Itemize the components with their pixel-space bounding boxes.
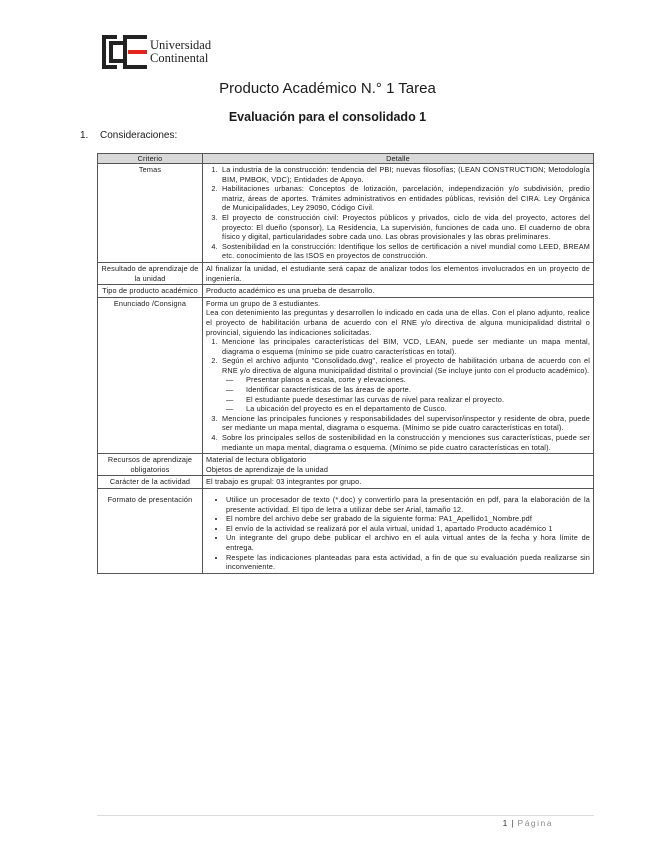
section-number: 1. <box>80 130 89 141</box>
detail-recursos <box>203 454 594 476</box>
formato-item: • El envío de la actividad se realizará por el aula virtual, unidad 1, apartado Producto académico 1 <box>226 524 590 534</box>
label-enunciado: Enunciado /Consigna <box>98 297 203 454</box>
header-detalle: Detalle <box>203 154 594 164</box>
label-resultado: Resultado de aprendizaje de la unidad <box>98 262 203 284</box>
detail-formato <box>203 489 594 574</box>
logo-line-1: Universidad <box>150 38 212 52</box>
label-temas: Temas <box>98 164 203 263</box>
formato-item: • El nombre del archivo debe ser grabado de la siguiente forma: PA1_Apellido1_Nombre.pdf <box>226 514 590 524</box>
temas-item: 3. El proyecto de construcción civil: Proyectos públicos y privados, ciclo de vida del proyecto, actores del proyecto: El dueño (sponsor), La Residencia, La supervisión, funciones de cada uno. El cuaderno de obra físico y digital, particularidades sobre cada uno. Las obras provisionales y las obras preliminares. <box>220 213 590 242</box>
page-footer <box>503 818 553 828</box>
table-header-row <box>98 154 594 164</box>
enunciado-item-4: 4. Sobre los principales sellos de sostenibilidad en la construcción y menciones sus características, puede ser mediante un mapa mental, diagrama o esquema. (Mínimo se pide cuatro características en total). <box>220 433 590 452</box>
detail-temas <box>203 164 594 263</box>
footer-divider <box>97 815 594 816</box>
row-recursos <box>98 454 594 476</box>
enunciado-subitem: — La ubicación del proyecto es en el departamento de Cusco. <box>244 404 590 414</box>
page-title: Producto Académico N.° 1 Tarea <box>219 80 436 97</box>
temas-item: 4. Sostenibilidad en la construcción: Identifique los sellos de certificación a nivel mundial como LEED, BREAM etc. conocimiento de las ISOS en proyectos de construcción. <box>220 242 590 261</box>
detail-tipo: Producto académico es una prueba de desarrollo. <box>203 285 594 298</box>
section-heading <box>80 130 177 141</box>
enunciado-intro-1: Forma un grupo de 3 estudiantes. <box>206 298 321 308</box>
recursos-line-2: Objetos de aprendizaje de la unidad <box>206 464 329 474</box>
formato-item: • Un integrante del grupo debe publicar el archivo en el aula virtual antes de la fecha y hora límite de entrega. <box>226 533 590 552</box>
page-subtitle: Evaluación para el consolidado 1 <box>228 110 427 124</box>
label-formato: Formato de presentación <box>98 489 203 574</box>
label-tipo: Tipo de producto académico <box>98 285 203 298</box>
footer-separator: | <box>511 818 514 828</box>
enunciado-subitem: — Presentar planos a escala, corte y elevaciones. <box>244 375 590 385</box>
temas-item: 1. La industria de la construcción: tendencia del PBI; nuevas filosofías; (LEAN CONSTRUCTION; Metodología BIM, PMBOK, VDC); Entidades de Apoyo. <box>220 165 590 184</box>
formato-item: • Utilice un procesador de texto (*.doc) y convertirlo para la presentación en pdf, para la elaboración de la presente actividad. El tipo de letra a utilizar debe ser Arial, tamaño 12. <box>226 495 590 514</box>
section-label: Consideraciones: <box>100 130 178 141</box>
row-enunciado <box>98 297 594 454</box>
detail-resultado: Al finalizar la unidad, el estudiante será capaz de analizar todos los elementos involucrados en un proyecto de ingeniería. <box>203 262 594 284</box>
temas-item: 2. Habilitaciones urbanas: Conceptos de lotización, parcelación, independización y/o subdivisión, predio matriz, áreas de aportes. Trámites administrativos en entidades públicas, revisión del CIRA. Ley Orgánica de Municipalidades, Ley 29090, Código Civil. <box>220 184 590 213</box>
enunciado-subitem: — El estudiante puede desestimar las curvas de nivel para realizar el proyecto. <box>244 395 590 405</box>
enunciado-item-3: 3. Mencione las principales funciones y responsabilidades del supervisor/inspector y residente de obra, puede ser mediante un mapa mental, diagrama o esquema. (Mínimo se pide cuatro características en total). <box>220 414 590 433</box>
enunciado-item-2 <box>220 356 590 414</box>
row-caracter <box>98 476 594 489</box>
row-temas <box>98 164 594 263</box>
label-caracter: Carácter de la actividad <box>98 476 203 489</box>
enunciado-item-2-text: Según el archivo adjunto "Consolidado.dwg", realice el proyecto de habilitación urbana de acuerdo con el RNE y/o directiva de alguna municipalidad distrital o provincial (Se incluye junto con el producto académico). <box>222 356 590 375</box>
row-tipo <box>98 285 594 298</box>
recursos-line-1: Material de lectura obligatorio <box>206 455 307 465</box>
enunciado-subitem: — Identificar características de las áreas de aporte. <box>244 385 590 395</box>
page-label: Página <box>517 818 553 828</box>
detail-enunciado <box>203 297 594 454</box>
enunciado-item-1: 1. Mencione las principales características del BIM, VCD, LEAN, puede ser mediante un mapa mental, diagrama o esquema (mínimo se pide cuatro características en total). <box>220 337 590 356</box>
label-recursos: Recursos de aprendizaje obligatorios <box>98 454 203 476</box>
page-number: 1 <box>502 818 508 828</box>
detail-caracter: El trabajo es grupal: 03 integrantes por grupo. <box>203 476 594 489</box>
university-name <box>150 39 211 65</box>
formato-item: • Respete las indicaciones planteadas para esta actividad, a fin de que su evaluación pueda realizarse sin inconveniente. <box>226 553 590 572</box>
logo-line-2: Continental <box>150 51 209 65</box>
row-formato <box>98 489 594 574</box>
enunciado-intro-2: Lea con detenimiento las preguntas y desarrollen lo indicado en cada una de ellas. Con el plano adjunto, realice el proyecto de habilitación urbana de acuerdo con el RNE y/o directiva de alguna municipalidad distrital o provincial, siguiendo las indicaciones solicitadas. <box>206 308 590 337</box>
header-criterio: Criterio <box>98 154 203 164</box>
considerations-table <box>97 153 594 574</box>
row-resultado <box>98 262 594 284</box>
